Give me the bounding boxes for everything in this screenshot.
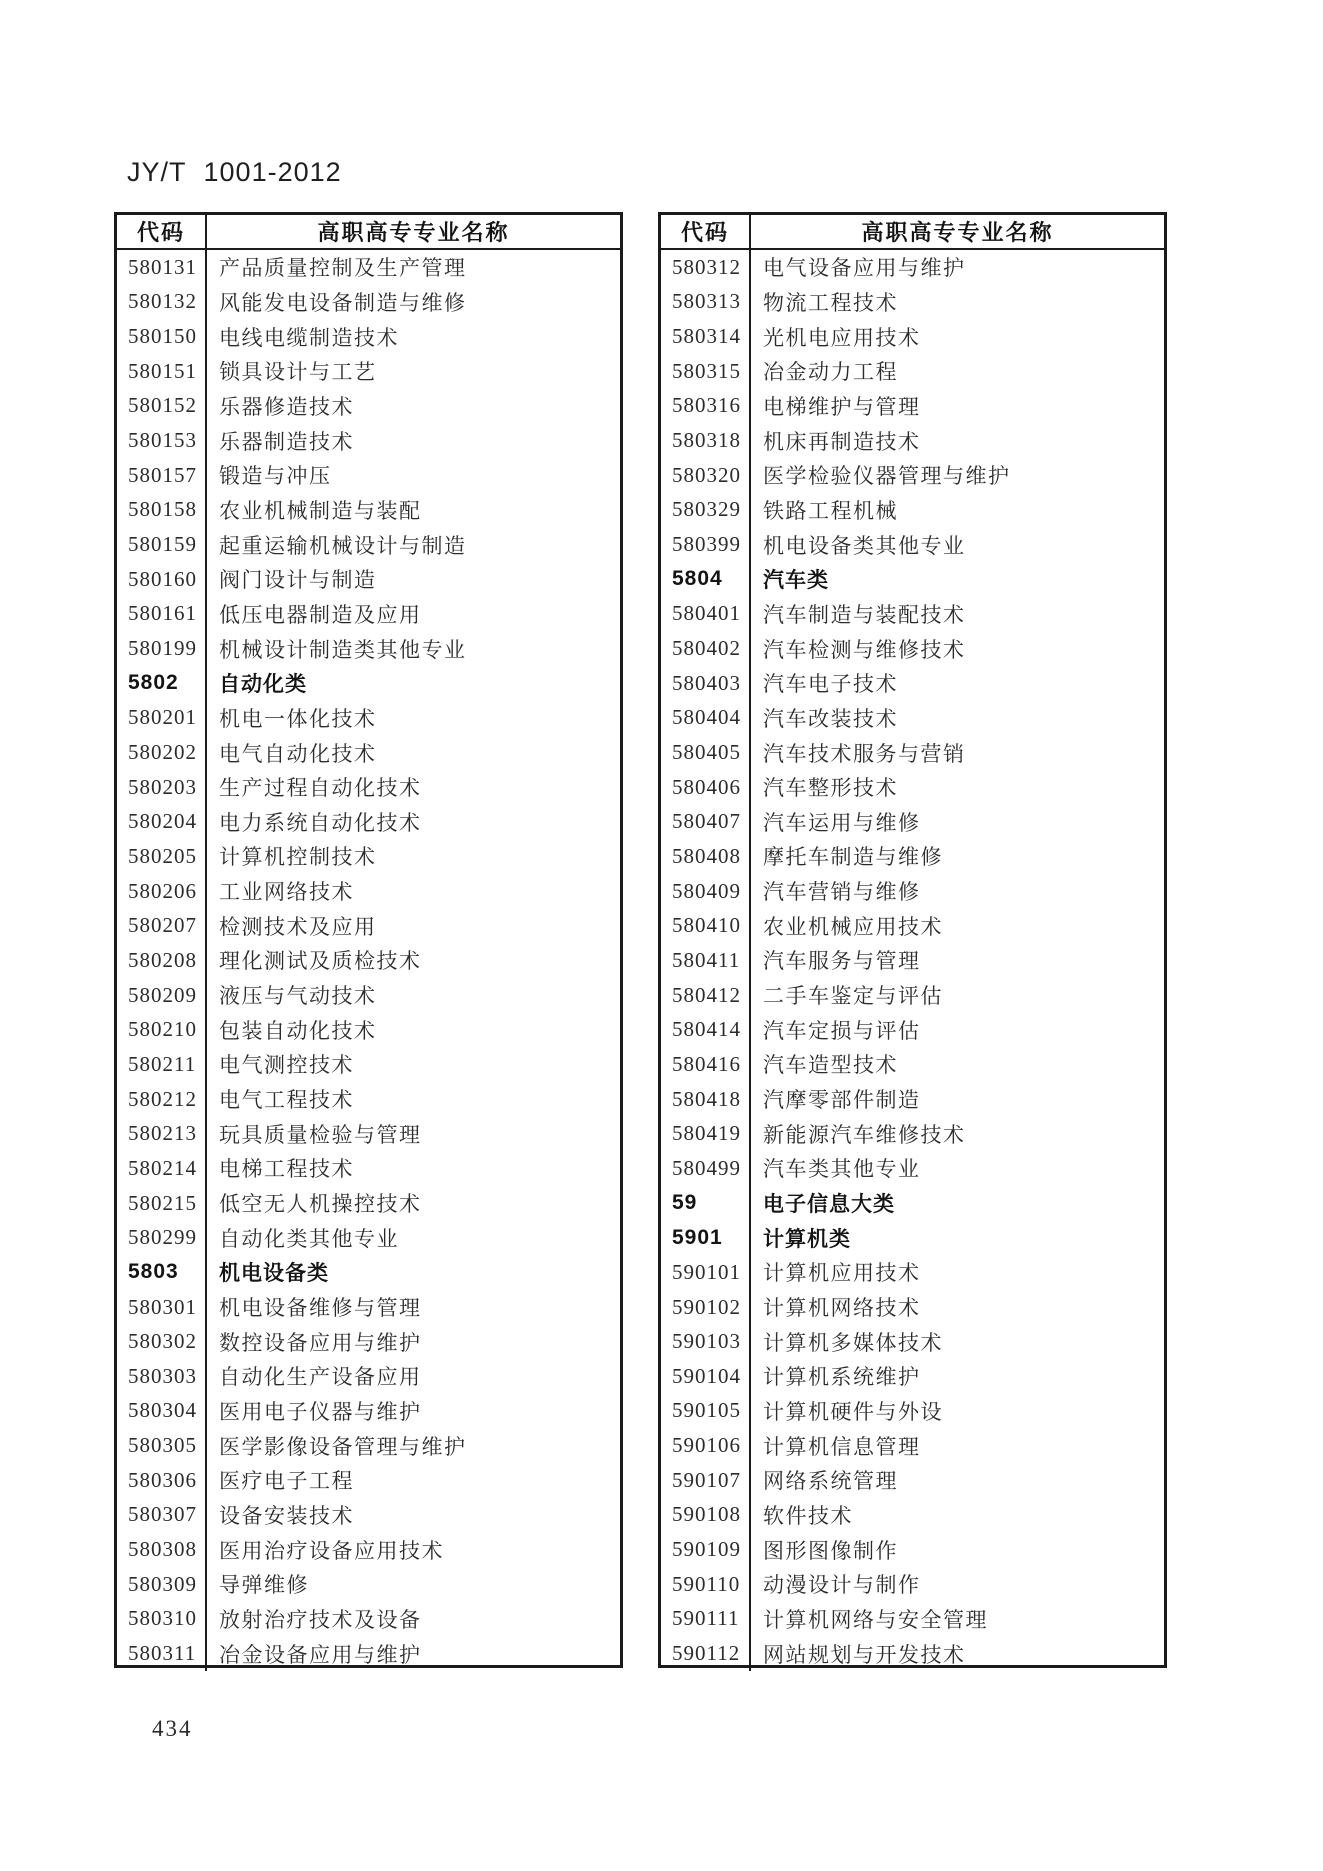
table-header-row <box>117 215 620 250</box>
cell-major-name: 计算机网络技术 <box>763 1296 921 1321</box>
table-row <box>661 1636 1164 1671</box>
cell-major-name: 产品质量控制及生产管理 <box>219 256 467 281</box>
cell-code: 580150 <box>117 319 207 354</box>
table-row <box>117 285 620 320</box>
table-row <box>117 597 620 632</box>
table-row <box>117 874 620 909</box>
table-row <box>661 389 1164 424</box>
cell-code: 580403 <box>661 666 751 701</box>
cell-major-name: 网站规划与开发技术 <box>763 1642 966 1667</box>
table-row <box>117 562 620 597</box>
cell-code: 590107 <box>661 1463 751 1498</box>
table-row <box>661 562 1164 597</box>
cell-code: 590110 <box>661 1567 751 1602</box>
cell-major-name: 低压电器制造及应用 <box>219 602 422 627</box>
cell-code: 580320 <box>661 458 751 493</box>
cell-code: 580160 <box>117 562 207 597</box>
table-row <box>117 1290 620 1325</box>
table-row <box>661 1116 1164 1151</box>
cell-major-name: 生产过程自动化技术 <box>219 776 422 801</box>
cell-major-name: 电气自动化技术 <box>219 741 377 766</box>
cell-major-name: 电力系统自动化技术 <box>219 810 422 835</box>
table-row <box>661 1255 1164 1290</box>
cell-code: 590101 <box>661 1255 751 1290</box>
cell-major-name: 软件技术 <box>763 1503 853 1528</box>
cell-major-name: 锁具设计与工艺 <box>219 360 377 385</box>
table-row <box>117 770 620 805</box>
cell-major-name: 计算机应用技术 <box>763 1261 921 1286</box>
cell-code: 580202 <box>117 735 207 770</box>
cell-major-name: 机床再制造技术 <box>763 429 921 454</box>
table-row <box>661 666 1164 701</box>
cell-code: 580401 <box>661 597 751 632</box>
cell-major-name: 农业机械制造与装配 <box>219 498 422 523</box>
table-row <box>117 1602 620 1637</box>
cell-code: 580310 <box>117 1602 207 1637</box>
cell-code: 580158 <box>117 493 207 528</box>
cell-major-name: 摩托车制造与维修 <box>763 845 943 870</box>
table-row <box>117 1394 620 1429</box>
table-row <box>117 1324 620 1359</box>
cell-code: 580306 <box>117 1463 207 1498</box>
cell-code: 590104 <box>661 1359 751 1394</box>
cell-code: 580412 <box>661 978 751 1013</box>
table-row <box>117 666 620 701</box>
table-row <box>117 1498 620 1533</box>
cell-major-name: 机电一体化技术 <box>219 706 377 731</box>
cell-major-name: 电气工程技术 <box>219 1088 354 1113</box>
cell-code: 580411 <box>661 943 751 978</box>
table-row <box>661 527 1164 562</box>
cell-code: 580318 <box>661 423 751 458</box>
cell-code: 580410 <box>661 908 751 943</box>
table-row <box>661 735 1164 770</box>
cell-code: 590103 <box>661 1324 751 1359</box>
table-row <box>117 389 620 424</box>
table-row <box>117 527 620 562</box>
cell-major-name: 物流工程技术 <box>763 290 898 315</box>
table-row <box>117 1012 620 1047</box>
table-row <box>661 354 1164 389</box>
cell-major-name: 汽车类其他专业 <box>763 1157 921 1182</box>
cell-major-name: 乐器修造技术 <box>219 394 354 419</box>
cell-major-name: 自动化类其他专业 <box>219 1226 399 1251</box>
cell-major-name: 冶金动力工程 <box>763 360 898 385</box>
table-row <box>661 458 1164 493</box>
cell-major-name: 图形图像制作 <box>763 1538 898 1563</box>
cell-major-name: 光机电应用技术 <box>763 325 921 350</box>
table-header-row <box>661 215 1164 250</box>
cell-major-name: 汽车制造与装配技术 <box>763 602 966 627</box>
cell-code: 580314 <box>661 319 751 354</box>
cell-code: 580302 <box>117 1324 207 1359</box>
table-row <box>661 839 1164 874</box>
cell-major-name: 低空无人机操控技术 <box>219 1192 422 1217</box>
cell-major-name: 汽车类 <box>763 569 829 593</box>
cell-major-name: 电梯工程技术 <box>219 1157 354 1182</box>
cell-code: 580212 <box>117 1082 207 1117</box>
cell-code: 580207 <box>117 908 207 943</box>
cell-major-name: 计算机类 <box>763 1227 851 1251</box>
cell-major-name: 机电设备维修与管理 <box>219 1296 422 1321</box>
cell-major-name: 乐器制造技术 <box>219 429 354 454</box>
majors-table-right <box>658 212 1167 1668</box>
table-row <box>661 943 1164 978</box>
cell-code: 590106 <box>661 1428 751 1463</box>
table-row <box>661 1394 1164 1429</box>
cell-major-name: 医学影像设备管理与维护 <box>219 1434 467 1459</box>
table-row <box>661 319 1164 354</box>
cell-code: 580399 <box>661 527 751 562</box>
cell-code: 5803 <box>117 1255 207 1290</box>
cell-code: 580159 <box>117 527 207 562</box>
cell-major-name: 汽车电子技术 <box>763 672 898 697</box>
table-row <box>661 1047 1164 1082</box>
table-row <box>117 1116 620 1151</box>
table-row <box>661 1498 1164 1533</box>
cell-major-name: 冶金设备应用与维护 <box>219 1642 422 1667</box>
cell-major-name: 机电设备类 <box>219 1262 329 1286</box>
table-row <box>117 1567 620 1602</box>
cell-major-name: 导弹维修 <box>219 1573 309 1598</box>
cell-major-name: 汽车检测与维修技术 <box>763 637 966 662</box>
majors-table-left <box>114 212 623 1668</box>
cell-major-name: 汽车技术服务与营销 <box>763 741 966 766</box>
table-row <box>117 493 620 528</box>
table-row <box>117 1082 620 1117</box>
cell-major-name: 机电设备类其他专业 <box>763 533 966 558</box>
table-row <box>661 1532 1164 1567</box>
table-body <box>661 250 1164 1671</box>
cell-code: 580405 <box>661 735 751 770</box>
cell-code: 580301 <box>117 1290 207 1325</box>
cell-code: 59 <box>661 1186 751 1221</box>
cell-code: 580213 <box>117 1116 207 1151</box>
cell-major-name: 电线电缆制造技术 <box>219 325 399 350</box>
cell-code: 580209 <box>117 978 207 1013</box>
column-header-code: 代码 <box>661 215 751 248</box>
cell-code: 580409 <box>661 874 751 909</box>
table-row <box>117 423 620 458</box>
table-row <box>661 1567 1164 1602</box>
cell-code: 580151 <box>117 354 207 389</box>
table-row <box>117 1532 620 1567</box>
table-row <box>661 1082 1164 1117</box>
cell-code: 590109 <box>661 1532 751 1567</box>
cell-major-name: 汽摩零部件制造 <box>763 1088 921 1113</box>
cell-major-name: 自动化类 <box>219 673 307 697</box>
table-row <box>117 1636 620 1671</box>
cell-major-name: 电梯维护与管理 <box>763 394 921 419</box>
table-row <box>661 1602 1164 1637</box>
cell-major-name: 医用电子仪器与维护 <box>219 1399 422 1424</box>
table-row <box>117 250 620 285</box>
table-row <box>661 1359 1164 1394</box>
cell-major-name: 阀门设计与制造 <box>219 568 377 593</box>
table-row <box>117 631 620 666</box>
cell-code: 580208 <box>117 943 207 978</box>
cell-major-name: 农业机械应用技术 <box>763 914 943 939</box>
table-row <box>117 1220 620 1255</box>
cell-code: 580132 <box>117 285 207 320</box>
cell-code: 5804 <box>661 562 751 597</box>
cell-code: 580299 <box>117 1220 207 1255</box>
cell-major-name: 汽车营销与维修 <box>763 880 921 905</box>
cell-code: 580206 <box>117 874 207 909</box>
cell-code: 580316 <box>661 389 751 424</box>
cell-code: 580210 <box>117 1012 207 1047</box>
cell-major-name: 起重运输机械设计与制造 <box>219 533 467 558</box>
table-row <box>661 1463 1164 1498</box>
cell-code: 580414 <box>661 1012 751 1047</box>
cell-major-name: 计算机信息管理 <box>763 1434 921 1459</box>
cell-major-name: 自动化生产设备应用 <box>219 1365 422 1390</box>
doc-code-header: JY/T 1001-2012 <box>127 157 342 187</box>
cell-code: 5802 <box>117 666 207 701</box>
cell-major-name: 工业网络技术 <box>219 880 354 905</box>
cell-major-name: 计算机硬件与外设 <box>763 1399 943 1424</box>
table-row <box>661 1151 1164 1186</box>
cell-major-name: 玩具质量检验与管理 <box>219 1122 422 1147</box>
table-row <box>117 1151 620 1186</box>
cell-code: 580404 <box>661 701 751 736</box>
cell-major-name: 新能源汽车维修技术 <box>763 1122 966 1147</box>
table-row <box>661 250 1164 285</box>
cell-code: 580205 <box>117 839 207 874</box>
table-row <box>117 839 620 874</box>
table-row <box>117 908 620 943</box>
cell-major-name: 计算机多媒体技术 <box>763 1330 943 1355</box>
cell-code: 580308 <box>117 1532 207 1567</box>
table-row <box>661 285 1164 320</box>
cell-major-name: 数控设备应用与维护 <box>219 1330 422 1355</box>
cell-major-name: 医用治疗设备应用技术 <box>219 1538 444 1563</box>
cell-code: 590112 <box>661 1636 751 1671</box>
table-row <box>661 805 1164 840</box>
table-row <box>661 701 1164 736</box>
table-row <box>661 423 1164 458</box>
cell-code: 580406 <box>661 770 751 805</box>
cell-code: 580201 <box>117 701 207 736</box>
cell-major-name: 理化测试及质检技术 <box>219 949 422 974</box>
cell-major-name: 电气设备应用与维护 <box>763 256 966 281</box>
table-row <box>117 805 620 840</box>
cell-major-name: 检测技术及应用 <box>219 914 377 939</box>
cell-code: 580153 <box>117 423 207 458</box>
cell-code: 580407 <box>661 805 751 840</box>
cell-code: 580131 <box>117 250 207 285</box>
cell-code: 580203 <box>117 770 207 805</box>
cell-code: 580311 <box>117 1636 207 1671</box>
cell-major-name: 机械设计制造类其他专业 <box>219 637 467 662</box>
column-header-name: 高职高专专业名称 <box>317 220 510 245</box>
cell-major-name: 网络系统管理 <box>763 1469 898 1494</box>
cell-major-name: 二手车鉴定与评估 <box>763 984 943 1009</box>
cell-major-name: 汽车运用与维修 <box>763 810 921 835</box>
cell-major-name: 医疗电子工程 <box>219 1469 354 1494</box>
table-body <box>117 250 620 1671</box>
page-number: 434 <box>152 1716 193 1741</box>
table-row <box>661 908 1164 943</box>
cell-major-name: 汽车服务与管理 <box>763 949 921 974</box>
cell-code: 590111 <box>661 1602 751 1637</box>
cell-code: 580305 <box>117 1428 207 1463</box>
table-row <box>117 319 620 354</box>
table-row <box>661 1220 1164 1255</box>
cell-major-name: 汽车造型技术 <box>763 1053 898 1078</box>
table-row <box>661 874 1164 909</box>
table-row <box>117 943 620 978</box>
cell-major-name: 汽车改装技术 <box>763 706 898 731</box>
table-row <box>661 1324 1164 1359</box>
table-row <box>117 354 620 389</box>
cell-code: 580329 <box>661 493 751 528</box>
cell-major-name: 汽车整形技术 <box>763 776 898 801</box>
cell-code: 580304 <box>117 1394 207 1429</box>
cell-code: 580215 <box>117 1186 207 1221</box>
cell-code: 580419 <box>661 1116 751 1151</box>
table-row <box>661 1186 1164 1221</box>
cell-major-name: 放射治疗技术及设备 <box>219 1607 422 1632</box>
cell-major-name: 电子信息大类 <box>763 1193 895 1217</box>
cell-major-name: 电气测控技术 <box>219 1053 354 1078</box>
cell-code: 580309 <box>117 1567 207 1602</box>
cell-code: 580214 <box>117 1151 207 1186</box>
cell-major-name: 包装自动化技术 <box>219 1018 377 1043</box>
cell-code: 580418 <box>661 1082 751 1117</box>
cell-major-name: 汽车定损与评估 <box>763 1018 921 1043</box>
table-row <box>661 1012 1164 1047</box>
table-row <box>117 1428 620 1463</box>
table-row <box>661 493 1164 528</box>
cell-code: 580499 <box>661 1151 751 1186</box>
cell-major-name: 锻造与冲压 <box>219 464 332 489</box>
table-row <box>117 1047 620 1082</box>
cell-code: 580157 <box>117 458 207 493</box>
cell-major-name: 风能发电设备制造与维修 <box>219 290 467 315</box>
cell-major-name: 液压与气动技术 <box>219 984 377 1009</box>
cell-code: 580199 <box>117 631 207 666</box>
table-row <box>117 701 620 736</box>
cell-code: 5901 <box>661 1220 751 1255</box>
cell-code: 580152 <box>117 389 207 424</box>
table-row <box>117 1463 620 1498</box>
cell-code: 580402 <box>661 631 751 666</box>
cell-code: 580307 <box>117 1498 207 1533</box>
table-row <box>117 1186 620 1221</box>
table-row <box>661 978 1164 1013</box>
cell-code: 580211 <box>117 1047 207 1082</box>
cell-code: 580416 <box>661 1047 751 1082</box>
cell-code: 580312 <box>661 250 751 285</box>
cell-code: 590105 <box>661 1394 751 1429</box>
cell-code: 580303 <box>117 1359 207 1394</box>
cell-code: 590102 <box>661 1290 751 1325</box>
column-header-name: 高职高专专业名称 <box>861 220 1054 245</box>
cell-code: 580408 <box>661 839 751 874</box>
table-row <box>661 1428 1164 1463</box>
cell-major-name: 设备安装技术 <box>219 1503 354 1528</box>
table-row <box>117 735 620 770</box>
table-row <box>661 597 1164 632</box>
cell-major-name: 计算机控制技术 <box>219 845 377 870</box>
cell-major-name: 计算机网络与安全管理 <box>763 1607 988 1632</box>
cell-major-name: 铁路工程机械 <box>763 498 898 523</box>
cell-major-name: 计算机系统维护 <box>763 1365 921 1390</box>
table-row <box>117 458 620 493</box>
cell-code: 590108 <box>661 1498 751 1533</box>
cell-code: 580315 <box>661 354 751 389</box>
table-row <box>661 1290 1164 1325</box>
table-row <box>117 1359 620 1394</box>
cell-major-name: 动漫设计与制作 <box>763 1573 921 1598</box>
table-row <box>117 1255 620 1290</box>
table-row <box>661 631 1164 666</box>
column-header-code: 代码 <box>117 215 207 248</box>
cell-code: 580313 <box>661 285 751 320</box>
table-row <box>117 978 620 1013</box>
cell-major-name: 医学检验仪器管理与维护 <box>763 464 1011 489</box>
cell-code: 580204 <box>117 805 207 840</box>
table-row <box>661 770 1164 805</box>
cell-code: 580161 <box>117 597 207 632</box>
